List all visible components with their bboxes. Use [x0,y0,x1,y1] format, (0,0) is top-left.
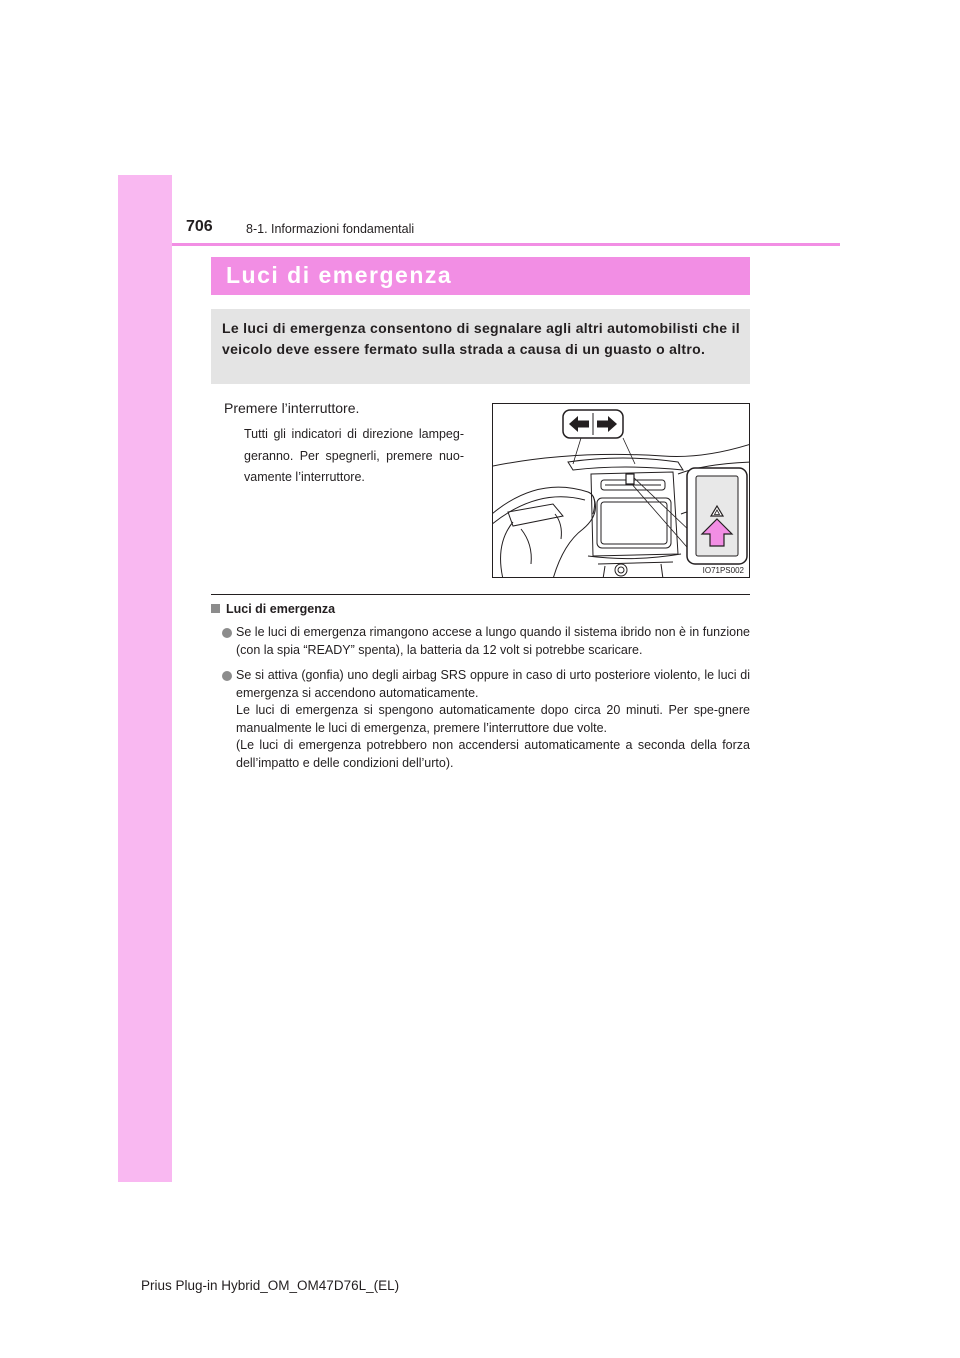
turn-signal-callout [563,410,623,438]
dashboard-illustration [493,404,750,578]
section-title: 8-1. Informazioni fondamentali [246,222,415,236]
step-label: Premere l’interruttore. [224,400,360,416]
note-text: Se le luci di emergenza rimangono accese a lungo quando il sistema ibrido non è in funzione (con la spia “READY” spenta), la batteria da 12 volt si potrebbe scaricare. [236,625,750,657]
square-bullet-icon [211,604,220,613]
note-item [211,624,750,659]
hazard-switch-callout [687,468,747,564]
bullet-dot-icon [222,628,232,638]
bullet-dot-icon [222,671,232,681]
page-title: Luci di emergenza [226,262,453,288]
note-text: Se si attiva (gonfia) uno degli airbag SRS oppure in caso di urto posteriore violento, le luci di emergenza si accendono automaticamente. Le luci di emergenza si spengono automaticamente dopo circa 20 minuti. Per spe-gnere manualmente le luci di emergenza, premere l’interruttore due volte. (Le luci di emergenza potrebbero non accendersi automaticamente a seconda della forza dell’impatto e delle condizioni dell’urto). [236,668,750,770]
page-number: 706 [186,218,213,235]
figure-code: IO71PS002 [702,566,744,575]
hazard-switch-figure [492,403,750,578]
title-bar [211,257,750,295]
intro-box [211,309,750,384]
side-tab-band [118,175,172,1182]
footer-text: Prius Plug-in Hybrid_OM_OM47D76L_(EL) [141,1278,400,1293]
intro-text: Le luci di emergenza consentono di segnalare agli altri automobilisti che il veicolo deve essere fermato sulla strada a causa di un guasto o altro. [222,320,740,357]
notes-divider [211,594,750,595]
header-rule [172,243,840,246]
note-item [211,667,750,772]
notes-heading-text: Luci di emergenza [226,602,336,616]
notes-heading [211,602,335,616]
step-description: Tutti gli indicatori di direzione lampeg-geranno. Per spegnerli, premere nuo-vamente l’interruttore. [244,427,464,484]
